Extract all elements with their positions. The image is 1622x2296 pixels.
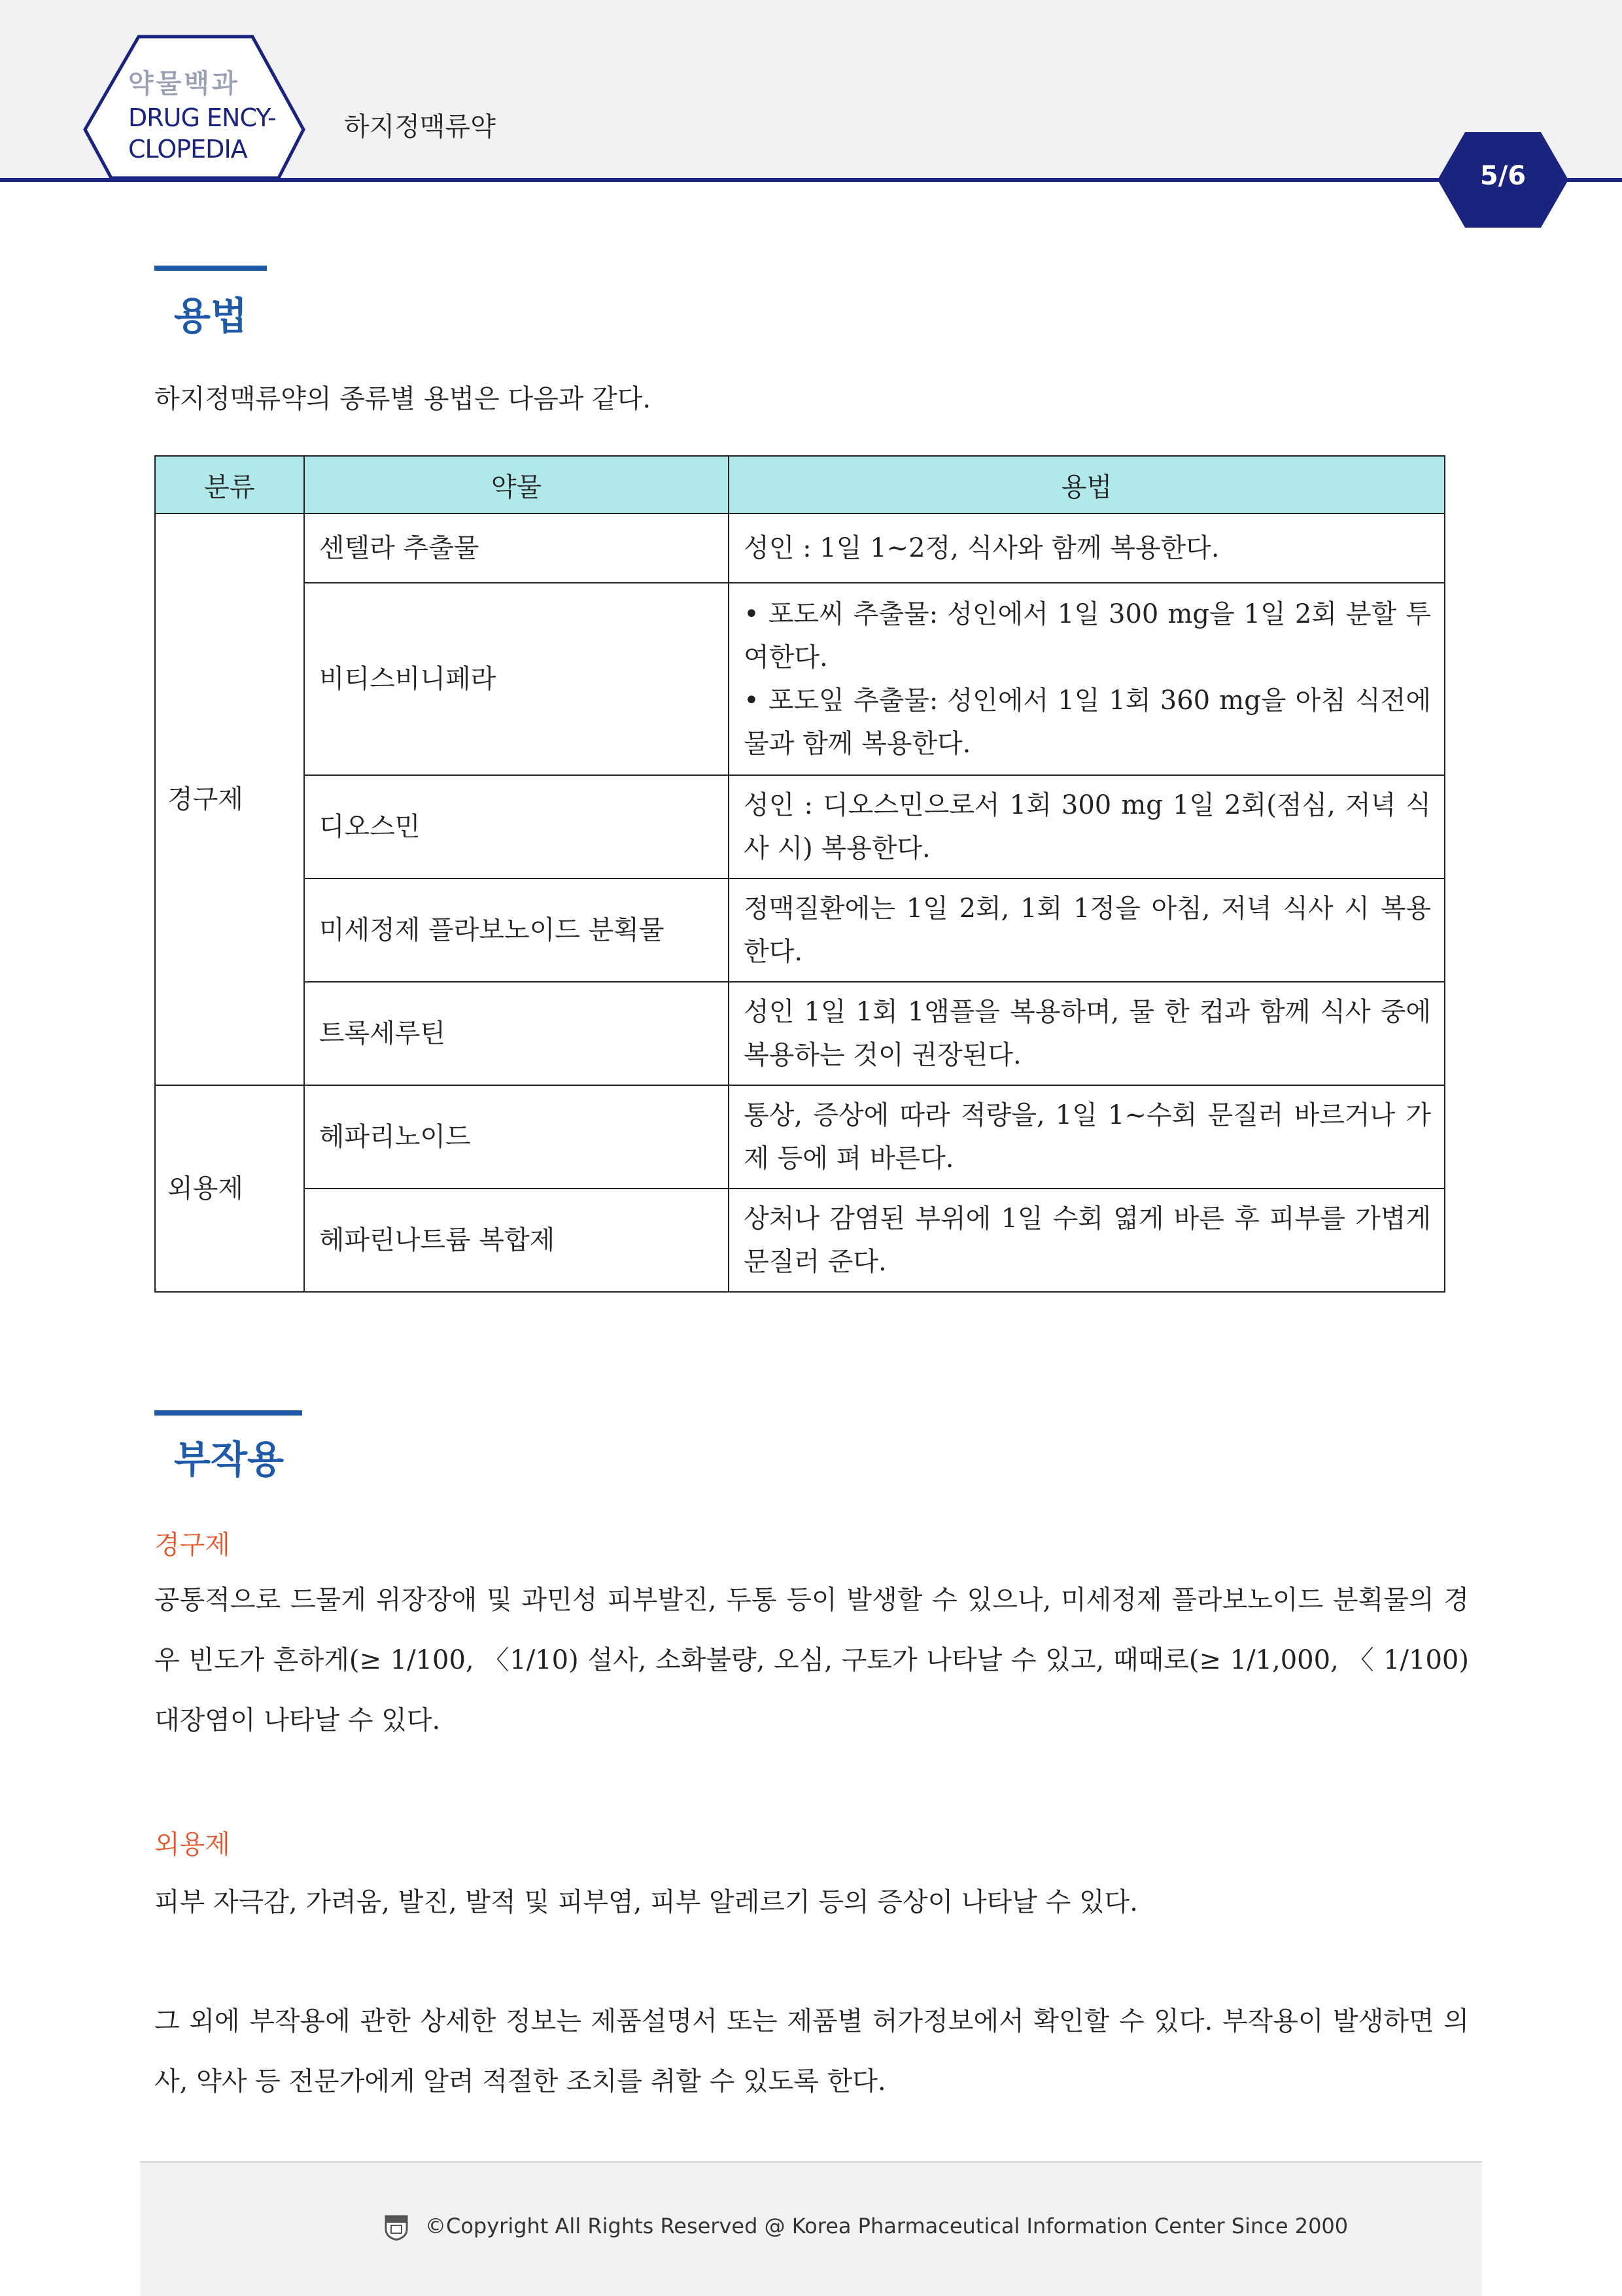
section-accent-bar — [154, 1410, 302, 1416]
table-row — [155, 513, 1445, 583]
table-row — [155, 878, 1445, 982]
logo-english-line2: CLOPEDIA — [128, 135, 247, 164]
drug-cell: 헤파리노이드 — [304, 1085, 729, 1189]
table-row — [155, 1189, 1445, 1292]
topical-side-effects-text: 피부 자극감, 가려움, 발진, 발적 및 피부염, 피부 알레르기 등의 증상이 나타날 수 있다. — [154, 1887, 1138, 1917]
logo — [128, 65, 311, 165]
drug-cell: 헤파린나트륨 복합제 — [304, 1189, 729, 1292]
usage-cell: 정맥질환에는 1일 2회, 1회 1정을 아침, 저녁 식사 시 복용한다. — [729, 878, 1445, 982]
table-header-category: 분류 — [155, 456, 304, 513]
page-number: 5/6 — [1479, 161, 1527, 191]
usage-cell: 성인 : 디오스민으로서 1회 300 mg 1일 2회(점심, 저녁 식사 시) 복용한다. — [729, 775, 1445, 878]
oral-side-effects-text: 공통적으로 드물게 위장장애 및 과민성 피부발진, 두통 등이 발생할 수 있으나, 미세정제 플라보노이드 분획물의 경우 빈도가 흔하게(≥ 1/100, 〈1/10) 설사, 소화불량, 오심, 구토가 나타날 수 있고, 때때로(≥ 1/1,000, 〈 1/100) 대장염이 나타날 수 있다. — [154, 1585, 1469, 1735]
logo-english-line1: DRUG ENCY- — [128, 103, 276, 132]
document-title: 하지정맥류약 — [344, 112, 496, 142]
table-header-drug: 약물 — [304, 456, 729, 513]
usage-cell: 상처나 감염된 부위에 1일 수회 엷게 바른 후 피부를 가볍게 문질러 준다. — [729, 1189, 1445, 1292]
table-row — [155, 775, 1445, 878]
table-row — [155, 982, 1445, 1085]
usage-intro: 하지정맥류약의 종류별 용법은 다음과 같다. — [154, 384, 651, 414]
usage-bullet: • 포도씨 추출물: 성인에서 1일 300 mg을 1일 2회 분할 투여한다. — [744, 599, 1431, 672]
usage-cell: 통상, 증상에 따라 적량을, 1일 1~수회 문질러 바르거나 가제 등에 펴 바른다. — [729, 1085, 1445, 1189]
usage-bullet: • 포도잎 추출물: 성인에서 1일 1회 360 mg을 아침 식전에 물과 함께 복용한다. — [744, 686, 1431, 759]
closing-text: 그 외에 부작용에 관한 상세한 정보는 제품설명서 또는 제품별 허가정보에서 확인할 수 있다. 부작용이 발생하면 의사, 약사 등 전문가에게 알려 적절한 조치를 취할 수 있도록 한다. — [154, 2006, 1469, 2096]
usage-cell — [729, 583, 1445, 775]
drug-cell: 비티스비니페라 — [304, 583, 729, 775]
footer-copyright: ©Copyright All Rights Reserved @ Korea Pharmaceutical Information Center Since 2000 — [425, 2214, 1349, 2238]
category-cell-oral: 경구제 — [155, 513, 304, 1085]
section-accent-bar — [154, 266, 267, 271]
usage-table — [154, 455, 1445, 1293]
category-cell-topical: 외용제 — [155, 1085, 304, 1292]
usage-cell: 성인 1일 1회 1앰플을 복용하며, 물 한 컵과 함께 식사 중에 복용하는 것이 권장된다. — [729, 982, 1445, 1085]
drug-cell: 트록세루틴 — [304, 982, 729, 1085]
section-title-side-effects: 부작용 — [174, 1437, 285, 1482]
table-header-row — [155, 456, 1445, 513]
subheading-oral: 경구제 — [154, 1530, 230, 1560]
drug-cell: 디오스민 — [304, 775, 729, 878]
kpic-emblem-icon — [382, 2212, 411, 2241]
usage-cell: 성인 : 1일 1~2정, 식사와 함께 복용한다. — [729, 513, 1445, 583]
drug-cell: 센텔라 추출물 — [304, 513, 729, 583]
table-row — [155, 583, 1445, 775]
subheading-topical: 외용제 — [154, 1830, 230, 1860]
table-header-usage: 용법 — [729, 456, 1445, 513]
section-title-usage: 용법 — [174, 294, 248, 338]
logo-korean: 약물백과 — [128, 69, 240, 99]
table-row — [155, 1085, 1445, 1189]
drug-cell: 미세정제 플라보노이드 분획물 — [304, 878, 729, 982]
